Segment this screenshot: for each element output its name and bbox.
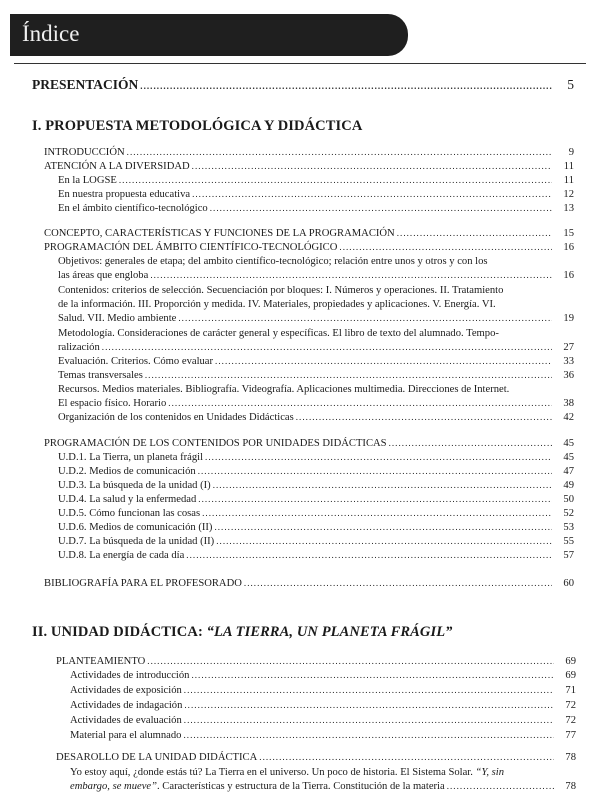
toc-entry-label: U.D.1. La Tierra, un planeta frágil bbox=[58, 452, 204, 463]
leader-dots bbox=[147, 655, 554, 668]
leader-dots bbox=[205, 451, 552, 464]
toc-entry-page: 19 bbox=[563, 313, 574, 324]
toc-entry-label: U.D.7. La búsqueda de la unidad (II) bbox=[58, 536, 215, 547]
toc-subentry bbox=[58, 397, 574, 410]
leader-dots bbox=[168, 397, 552, 410]
toc-entry-label: Material para el alumnado bbox=[70, 730, 182, 741]
toc-entry-page: 13 bbox=[563, 203, 574, 214]
leader-dots bbox=[397, 227, 552, 240]
toc-entry-label: En el ámbito científico-tecnológico bbox=[58, 203, 208, 214]
toc-entry-label: En la LOGSE bbox=[58, 175, 117, 186]
toc-entry-label: PROGRAMACIÓN DE LOS CONTENIDOS POR UNIDADES DIDÁCTICAS bbox=[44, 438, 387, 449]
toc-entry-italic: “Y, sin bbox=[475, 767, 505, 778]
toc-entry-page: 53 bbox=[563, 522, 574, 533]
toc-subentry bbox=[70, 780, 576, 793]
toc-entry-page: 72 bbox=[565, 715, 576, 726]
toc-entry-label: Actividades de indagación bbox=[70, 700, 183, 711]
toc-entry-label: Organización de los contenidos en Unidades Didácticas bbox=[58, 412, 294, 423]
toc-subentry bbox=[58, 479, 574, 492]
toc-entry-page: 45 bbox=[563, 452, 574, 463]
toc-entry-label: ATENCIÓN A LA DIVERSIDAD bbox=[44, 161, 190, 172]
toc-entry-label: Evaluación. Criterios. Cómo evaluar bbox=[58, 356, 214, 367]
toc-entry-label: Temas transversales bbox=[58, 370, 143, 381]
toc-entry-label: U.D.2. Medios de comunicación bbox=[58, 466, 196, 477]
leader-dots bbox=[178, 312, 552, 325]
section-heading-prefix: II. UNIDAD DIDÁCTICA: bbox=[32, 624, 207, 640]
toc-entry-text: Yo estoy aquí, ¿donde estás tú? La Tierra en el universo. Un poco de historia. El Sistema Solar. bbox=[70, 767, 476, 778]
toc-entry-page: 69 bbox=[565, 670, 576, 681]
toc-entry-page: 52 bbox=[563, 508, 574, 519]
leader-dots bbox=[296, 411, 552, 424]
toc-entry-page: 47 bbox=[563, 466, 574, 477]
toc-entry-page: 49 bbox=[563, 480, 574, 491]
leader-dots bbox=[214, 521, 552, 534]
leader-dots bbox=[244, 577, 552, 590]
toc-entry-label: El espacio físico. Horario bbox=[58, 398, 167, 409]
leader-dots bbox=[119, 174, 552, 187]
leader-dots bbox=[389, 437, 552, 450]
toc-entry-page: 11 bbox=[563, 161, 574, 172]
toc-entry-label bbox=[70, 780, 445, 793]
toc-entry-line: Contenidos: criterios de selección. Secuenciación por bloques: I. Números y operaciones. II. Tratamiento bbox=[58, 285, 504, 296]
toc-subentry bbox=[58, 451, 574, 464]
leader-dots bbox=[210, 202, 552, 215]
toc-subentry bbox=[58, 355, 574, 368]
toc-subentry bbox=[58, 549, 574, 562]
toc-entry-page: 57 bbox=[563, 550, 574, 561]
toc-subentry bbox=[58, 521, 574, 534]
toc-entry bbox=[44, 577, 574, 590]
toc-subentry bbox=[70, 684, 576, 697]
toc-entry-page: 50 bbox=[563, 494, 574, 505]
toc-entry-page: 42 bbox=[563, 412, 574, 423]
leader-dots bbox=[184, 714, 554, 727]
toc-entry-label: DESAROLLO DE LA UNIDAD DIDÁCTICA bbox=[56, 752, 258, 763]
toc-entry-page: 77 bbox=[565, 730, 576, 741]
leader-dots bbox=[191, 669, 554, 682]
toc-subentry bbox=[58, 174, 574, 187]
toc-entry bbox=[44, 437, 574, 450]
toc-subentry bbox=[70, 699, 576, 712]
leader-dots bbox=[202, 507, 552, 520]
leader-dots bbox=[140, 78, 552, 93]
toc-entry-page: 11 bbox=[563, 175, 574, 186]
leader-dots bbox=[215, 355, 552, 368]
leader-dots bbox=[150, 269, 552, 282]
toc-entry-label: PLANTEAMIENTO bbox=[56, 656, 146, 667]
leader-dots bbox=[259, 751, 554, 764]
toc-subentry bbox=[58, 341, 574, 354]
toc-entry-page: 78 bbox=[565, 781, 576, 792]
toc-subentry bbox=[58, 202, 574, 215]
toc-entry-line bbox=[70, 766, 504, 779]
toc-entry-page: 72 bbox=[565, 700, 576, 711]
toc-entry-page: 55 bbox=[563, 536, 574, 547]
toc-entry-label: En nuestra propuesta educativa bbox=[58, 189, 191, 200]
toc-entry-page: 60 bbox=[563, 578, 574, 589]
toc-entry-italic: embargo, se mueve” bbox=[70, 781, 157, 792]
toc-entry-page: 71 bbox=[565, 685, 576, 696]
leader-dots bbox=[192, 188, 552, 201]
toc-entry-label: INTRODUCCIÓN bbox=[44, 147, 125, 158]
toc-entry-label: U.D.5. Cómo funcionan las cosas bbox=[58, 508, 201, 519]
toc-entry-line: de la información. III. Proporción y medida. IV. Materiales, propiedades y aplicaciones. V. Energía. VI. bbox=[58, 299, 496, 310]
leader-dots bbox=[145, 369, 552, 382]
leader-dots bbox=[192, 160, 552, 173]
toc-subentry bbox=[70, 714, 576, 727]
leader-dots bbox=[216, 535, 552, 548]
toc-entry-line: Objetivos: generales de etapa; del ambito científico-tecnológico; relación entre unos y otros y con los bbox=[58, 256, 488, 267]
toc-entry-page: 69 bbox=[565, 656, 576, 667]
toc-entry-page: 36 bbox=[563, 370, 574, 381]
toc-entry-page: 38 bbox=[563, 398, 574, 409]
leader-dots bbox=[184, 699, 554, 712]
toc-entry-label: CONCEPTO, CARACTERÍSTICAS Y FUNCIONES DE LA PROGRAMACIÓN bbox=[44, 228, 395, 239]
leader-dots bbox=[186, 549, 552, 562]
toc-entry-label: U.D.3. La búsqueda de la unidad (I) bbox=[58, 480, 211, 491]
toc-entry-label: Actividades de exposición bbox=[70, 685, 182, 696]
toc-entry-label: Actividades de introducción bbox=[70, 670, 190, 681]
toc-subentry bbox=[70, 729, 576, 742]
toc-entry-line: Recursos. Medios materiales. Bibliografía. Videografía. Aplicaciones multimedia. Direcciones de Internet. bbox=[58, 384, 510, 395]
toc-entry-page: 27 bbox=[563, 342, 574, 353]
page-title: Índice bbox=[22, 21, 80, 46]
toc-entry-label: U.D.6. Medios de comunicación (II) bbox=[58, 522, 213, 533]
toc-entry-page: 12 bbox=[563, 189, 574, 200]
toc-entry-page: 33 bbox=[563, 356, 574, 367]
section-heading-1: I. PROPUESTA METODOLÓGICA Y DIDÁCTICA bbox=[32, 118, 363, 134]
toc-entry-label: ralización bbox=[58, 342, 100, 353]
toc-subentry bbox=[58, 269, 574, 282]
toc-subentry bbox=[58, 369, 574, 382]
toc-entry-page: 16 bbox=[563, 270, 574, 281]
toc-entry bbox=[56, 655, 576, 668]
toc-entry bbox=[56, 751, 576, 764]
toc-entry-page: 9 bbox=[568, 147, 574, 158]
toc-entry-label: Salud. VII. Medio ambiente bbox=[58, 313, 177, 324]
section-heading-2 bbox=[32, 624, 453, 641]
toc-entry-text: . Características y estructura de la Tierra. Constitución de la materia bbox=[157, 781, 445, 792]
leader-dots bbox=[183, 729, 554, 742]
header-rule bbox=[14, 63, 586, 64]
toc-subentry bbox=[58, 312, 574, 325]
toc-subentry bbox=[58, 535, 574, 548]
toc-entry-page: 15 bbox=[563, 228, 574, 239]
toc-entry-label: U.D.8. La energía de cada día bbox=[58, 550, 185, 561]
toc-entry bbox=[44, 227, 574, 240]
section-heading-italic: “LA TIERRA, UN PLANETA FRÁGIL” bbox=[206, 624, 453, 640]
toc-entry-label: las áreas que engloba bbox=[58, 270, 149, 281]
leader-dots bbox=[102, 341, 552, 354]
toc-entry-label: PRESENTACIÓN bbox=[32, 77, 139, 92]
toc-entry-label: BIBLIOGRAFÍA PARA EL PROFESORADO bbox=[44, 578, 242, 589]
toc-entry-label: PROGRAMACIÓN DEL ÁMBITO CIENTÍFICO-TECNOLÓGICO bbox=[44, 242, 338, 253]
toc-subentry bbox=[58, 188, 574, 201]
leader-dots bbox=[447, 780, 554, 793]
toc-entry bbox=[44, 160, 574, 173]
leader-dots bbox=[127, 146, 552, 159]
toc-subentry bbox=[58, 411, 574, 424]
leader-dots bbox=[198, 465, 552, 478]
toc-entry-line: Metodología. Consideraciones de carácter general y específicas. El libro de texto del alumnado. Tempo- bbox=[58, 328, 499, 339]
leader-dots bbox=[184, 684, 554, 697]
toc-entry-presentacion bbox=[32, 78, 574, 93]
leader-dots bbox=[339, 241, 552, 254]
toc-entry-page: 5 bbox=[567, 77, 574, 92]
leader-dots bbox=[198, 493, 552, 506]
toc-subentry bbox=[70, 669, 576, 682]
toc-entry-label: U.D.4. La salud y la enfermedad bbox=[58, 494, 197, 505]
toc-entry-label: Actividades de evaluación bbox=[70, 715, 182, 726]
leader-dots bbox=[213, 479, 552, 492]
toc-subentry bbox=[58, 493, 574, 506]
toc-subentry bbox=[58, 507, 574, 520]
toc-entry bbox=[44, 241, 574, 254]
toc-entry-page: 45 bbox=[563, 438, 574, 449]
toc-entry bbox=[44, 146, 574, 159]
toc-entry-page: 16 bbox=[563, 242, 574, 253]
toc-entry-page: 78 bbox=[565, 752, 576, 763]
toc-subentry bbox=[58, 465, 574, 478]
